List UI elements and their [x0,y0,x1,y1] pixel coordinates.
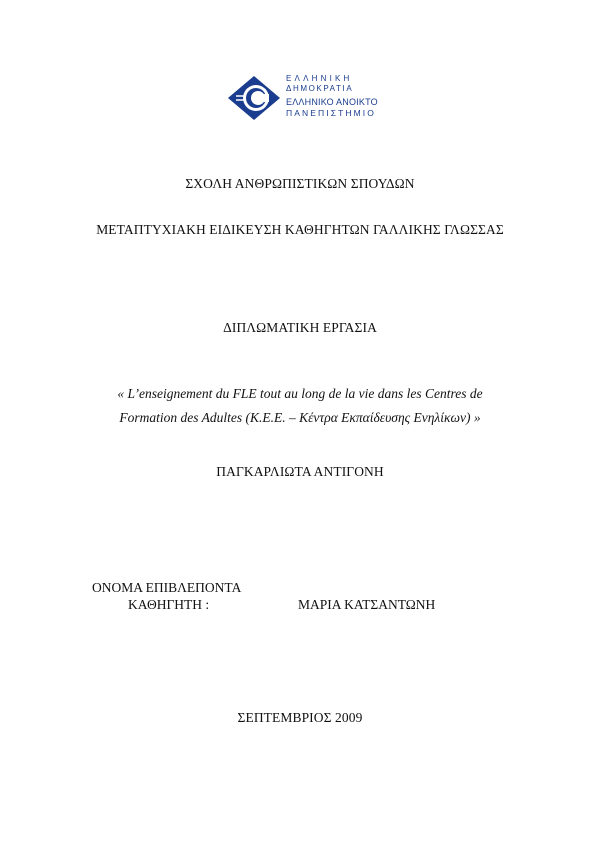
supervisor-label-line-2: ΚΑΘΗΓΗΤΗ : [128,597,210,612]
logo-line-3: ΕΛΛΗΝΙΚΟ ΑΝΟΙΚΤΟ [286,97,378,107]
school-name: ΣΧΟΛΗ ΑΝΘΡΩΠΙΣΤΙΚΩΝ ΣΠΟΥΔΩΝ [185,176,415,191]
eap-emblem-icon [226,74,282,122]
university-logo [226,74,386,122]
supervisor-name: ΜΑΡΙΑ ΚΑΤΣΑΝΤΩΝΗ [298,597,436,612]
thesis-title-line-1: « L’enseignement du FLE tout au long de la vie dans les Centres de [117,386,483,401]
supervisor-label-line-1: ΟΝΟΜΑ ΕΠΙΒΛΕΠΟΝΤΑ [92,580,242,595]
logo-line-2: ΔΗΜΟΚΡΑΤΙΑ [286,84,354,93]
document-type: ΔΙΠΛΩΜΑΤΙΚΗ ΕΡΓΑΣΙΑ [223,320,377,335]
logo-line-4: ΠΑΝΕΠΙΣΤΗΜΙΟ [286,108,376,118]
author-name: ΠΑΓΚΑΡΛΙΩΤΑ ΑΝΤΙΓΟΝΗ [216,464,384,479]
program-name: ΜΕΤΑΠΤΥΧΙΑΚΗ ΕΙΔΙΚΕΥΣΗ ΚΑΘΗΓΗΤΩΝ ΓΑΛΛΙΚΗΣ ΓΛΩΣΣΑΣ [96,222,504,237]
logo-line-1: ΕΛΛΗΝΙΚΗ [286,74,353,83]
submission-date: ΣΕΠΤΕΜΒΡΙΟΣ 2009 [237,710,363,725]
thesis-title-line-2: Formation des Adultes (K.E.E. – Κέντρα Εκπαίδευσης Ενηλίκων) » [119,410,481,425]
